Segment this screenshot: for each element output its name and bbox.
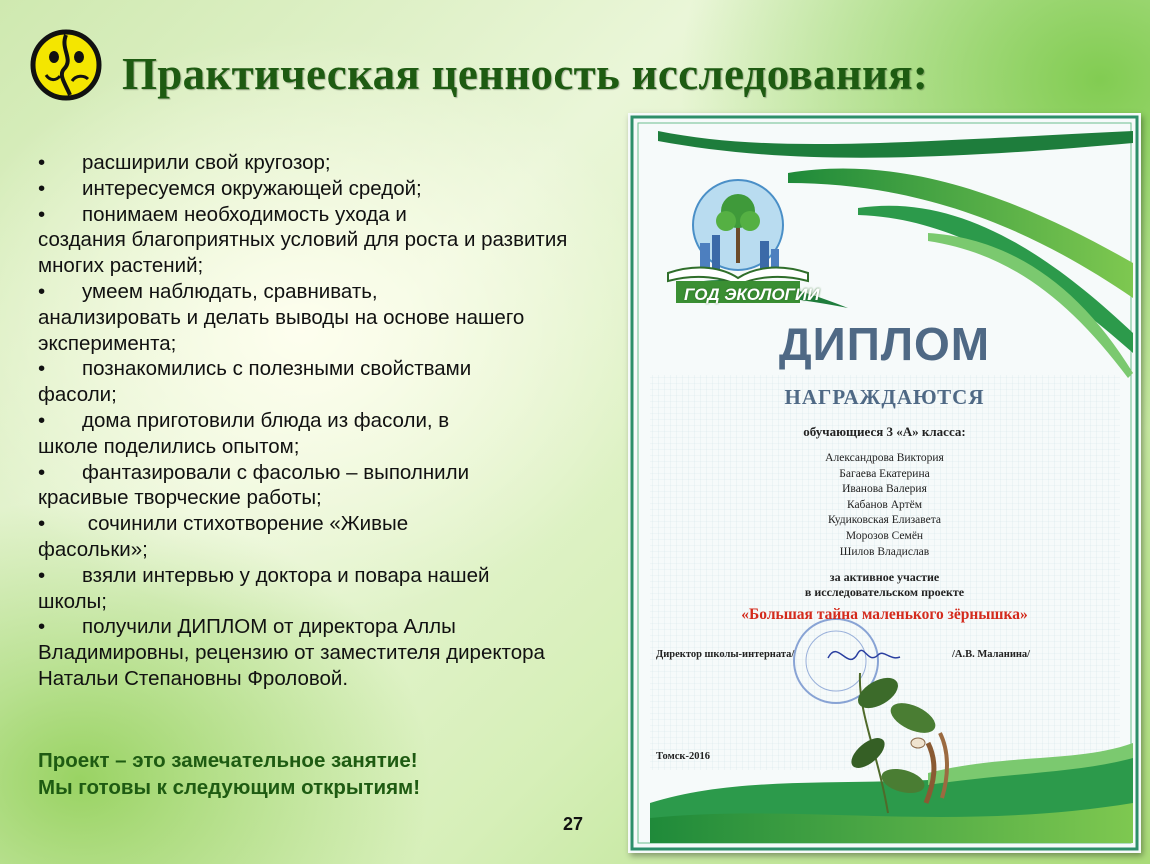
bullet-marker: •	[38, 460, 46, 484]
benefit-text-continuation: школы;	[38, 589, 107, 613]
benefit-text: познакомились с полезными свойствами	[82, 357, 472, 381]
benefit-item	[38, 150, 598, 176]
diploma-for-line: за активное участие	[829, 570, 940, 584]
benefit-text-continuation: Владимировны, рецензию от заместителя директора Натальи Степановны Фроловой.	[38, 641, 545, 690]
benefit-text: расширили свой кругозор;	[82, 151, 331, 174]
diploma-director-name: /А.В. Маланина/	[952, 649, 1031, 660]
student-name: Иванова Валерия	[842, 483, 927, 496]
diploma-project-name: «Большая тайна маленького зёрнышка»	[741, 606, 1028, 623]
benefit-item	[38, 460, 598, 512]
student-name: Шилов Владислав	[839, 545, 930, 558]
conclusion-text	[38, 747, 598, 801]
benefit-text-continuation: фасоли;	[38, 383, 117, 407]
diploma-title: ДИПЛОМ	[778, 318, 991, 370]
conclusion-line: Проект – это замечательное занятие!	[38, 749, 418, 772]
page-number: 27	[563, 814, 584, 834]
benefit-item	[38, 563, 598, 615]
benefit-item	[38, 176, 598, 202]
bullet-marker: •	[38, 512, 46, 536]
bullet-marker: •	[38, 176, 46, 200]
student-name: Александрова Виктория	[825, 452, 944, 464]
bullet-marker: •	[38, 615, 46, 639]
student-name: Кудиковская Елизавета	[827, 514, 942, 527]
diploma-city-year: Томск-2016	[656, 751, 710, 762]
student-name: Морозов Семён	[845, 529, 924, 542]
benefit-item	[38, 356, 598, 408]
benefit-text: сочинили стихотворение «Живые	[82, 512, 409, 536]
diploma-students-line: обучающиеся 3 «А» класса:	[803, 424, 966, 439]
diploma-names	[628, 451, 1141, 560]
benefit-item	[38, 511, 598, 563]
diploma-image	[628, 113, 1141, 853]
benefit-item	[38, 279, 598, 356]
benefit-text-continuation: красивые творческие работы;	[38, 486, 322, 510]
diploma-for-line: в исследовательском проекте	[804, 584, 965, 599]
benefit-text: получили ДИПЛОМ от директора Аллы	[82, 615, 456, 639]
benefit-text-continuation: анализировать и делать выводы на основе нашего эксперимента;	[38, 305, 525, 355]
diploma-awarded-heading: НАГРАЖДАЮТСЯ	[784, 385, 985, 409]
benefit-item	[38, 614, 598, 691]
benefit-text: взяли интервью у доктора и повара нашей	[82, 563, 490, 587]
bullet-marker: •	[38, 563, 46, 587]
conclusion-line: Мы готовы к следующим открытиям!	[38, 776, 421, 799]
bullet-marker: •	[38, 279, 46, 303]
benefit-item	[38, 408, 598, 460]
benefit-item	[38, 202, 598, 279]
bullet-marker: •	[38, 357, 46, 381]
benefit-text-continuation: создания благоприятных условий для роста и развития многих растений;	[38, 228, 568, 278]
benefit-text-continuation: фасольки»;	[38, 537, 148, 561]
eco-year-logo-text: ГОД ЭКОЛОГИИ	[684, 285, 820, 304]
bullet-marker: •	[38, 151, 46, 174]
benefit-text: понимаем необходимость ухода и	[82, 202, 407, 226]
benefit-text: дома приготовили блюда из фасоли, в	[82, 408, 450, 432]
benefit-text: фантазировали с фасолью – выполнили	[82, 460, 470, 484]
benefit-text-continuation: школе поделились опытом;	[38, 434, 300, 458]
drama-mask-logo-icon	[30, 29, 102, 101]
bullet-marker: •	[38, 202, 46, 226]
benefit-text: умеем наблюдать, сравнивать,	[82, 279, 378, 303]
diploma-director-label: Директор школы-интерната/	[656, 649, 795, 660]
student-name: Багаева Екатерина	[839, 467, 930, 480]
bullet-marker: •	[38, 408, 46, 432]
benefit-text: интересуемся окружающей средой;	[82, 176, 422, 200]
slide-title: Практическая ценность исследования:	[122, 49, 929, 99]
benefits-list	[38, 150, 598, 692]
diploma-for-text	[628, 570, 1141, 599]
student-name: Кабанов Артём	[846, 498, 923, 511]
